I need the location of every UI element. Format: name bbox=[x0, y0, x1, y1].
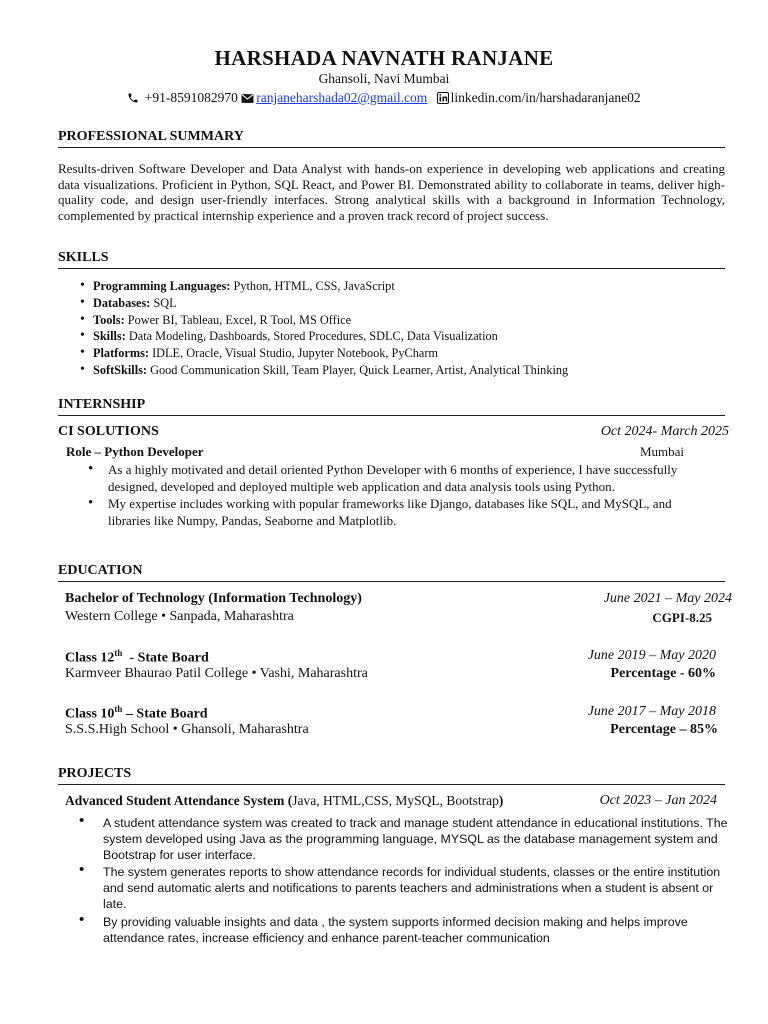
project-title: Advanced Student Attendance System bbox=[65, 793, 285, 808]
list-item bbox=[80, 295, 720, 312]
skill-value: IDLE, Oracle, Visual Studio, Jupyter Notebook, PyCharm bbox=[149, 346, 438, 361]
education-score: CGPI-8.25 bbox=[652, 610, 712, 625]
skill-value: Python, HTML, CSS, JavaScript bbox=[230, 279, 395, 293]
envelope-icon bbox=[241, 92, 254, 108]
email-link[interactable]: ranjaneharshada02@gmail.com bbox=[256, 90, 428, 105]
project-bullets bbox=[79, 812, 733, 946]
list-item: • A student attendance system was created to track and manage student attendance in educational institutions. The system developed using Java as the programming language, MYSQL as the database management system and Bootstrap for user interface. bbox=[79, 812, 728, 862]
education-dates: June 2021 – May 2024 bbox=[603, 591, 732, 606]
bullet-text: My expertise includes working with popular frameworks like Django, databases like SQL, and MySQL, and libraries like Numpy, Pandas, Seaborne and Matplotlib. bbox=[108, 496, 672, 528]
list-item bbox=[80, 345, 720, 362]
phone-number: +91-8591082970 bbox=[144, 90, 238, 105]
list-item: • My expertise includes working with popular frameworks like Django, databases like SQL, and MySQL, and libraries like Numpy, Pandas, Seaborne and Matplotlib. bbox=[88, 495, 672, 528]
section-heading-education: EDUCATION bbox=[58, 563, 725, 582]
bullet-text: By providing valuable insights and data , the system supports informed decision making and helps improve attendance rates, increase efficiency and enhance parent-teacher communication bbox=[103, 915, 688, 945]
education-dates: June 2017 – May 2018 bbox=[587, 704, 716, 719]
section-heading-skills: SKILLS bbox=[58, 250, 725, 269]
skill-label: SoftSkills: bbox=[93, 362, 147, 377]
internship-city: Mumbai bbox=[639, 444, 684, 459]
phone-icon bbox=[127, 92, 139, 108]
skill-value: Good Communication Skill, Team Player, Quick Learner, Artist, Analytical Thinking bbox=[147, 362, 569, 377]
contact-line bbox=[0, 90, 768, 108]
skill-label: Tools: bbox=[93, 312, 125, 327]
skills-list bbox=[80, 278, 720, 379]
internship-company: CI SOLUTIONS bbox=[58, 424, 159, 439]
section-heading-projects: PROJECTS bbox=[58, 766, 725, 785]
list-item bbox=[80, 312, 720, 329]
list-item: • By providing valuable insights and data , the system supports informed decision making and helps improve attendance rates, increase efficiency and enhance parent-teacher communication bbox=[79, 911, 688, 945]
education-degree: Bachelor of Technology (Information Technology) bbox=[65, 591, 362, 606]
candidate-location: Ghansoli, Navi Mumbai bbox=[318, 71, 450, 86]
skill-label: Databases: bbox=[93, 295, 151, 310]
education-school: S.S.S.High School • Ghansoli, Maharashtra bbox=[65, 722, 309, 737]
linkedin-url[interactable]: linkedin.com/in/harshadaranjane02 bbox=[450, 90, 641, 105]
education-score: Percentage – 85% bbox=[610, 722, 718, 737]
education-school: Western College • Sanpada, Maharashtra bbox=[65, 609, 294, 624]
project-title-line: Advanced Student Attendance System (Java, HTML,CSS, MySQL, Bootstrap) bbox=[65, 793, 504, 808]
project-tech: Java, HTML,CSS, MySQL, Bootstrap bbox=[292, 793, 499, 808]
list-item bbox=[80, 278, 720, 295]
skill-label: Programming Languages: bbox=[93, 279, 231, 293]
list-item bbox=[80, 362, 720, 379]
bullet-text: The system generates reports to show attendance records for individual students, classes or the entire institution and send automatic alerts and notifications to parents teachers and administrations when a student is absent or late. bbox=[103, 865, 721, 911]
skill-label: Platforms: bbox=[93, 346, 149, 361]
bullet-text: A student attendance system was created to track and manage student attendance in educational institutions. The system developed using Java as the programming language, MYSQL as the database management system and Bootstrap for user interface. bbox=[103, 816, 728, 862]
project-dates: Oct 2023 – Jan 2024 bbox=[599, 793, 717, 808]
internship-bullets bbox=[88, 461, 713, 529]
candidate-name: HARSHADA NAVNATH RANJANE bbox=[214, 46, 554, 70]
skill-label: Skills: bbox=[93, 329, 126, 344]
list-item bbox=[80, 328, 720, 345]
education-degree: Class 10th – State Board bbox=[65, 704, 208, 722]
education-degree: Class 12th - State Board bbox=[65, 648, 209, 666]
section-heading-summary: PROFESSIONAL SUMMARY bbox=[58, 129, 725, 148]
skill-value: Power BI, Tableau, Excel, R Tool, MS Office bbox=[124, 312, 352, 327]
summary-text: Results-driven Software Developer and Data Analyst with hands-on experience in developing web applications and creating data visualizations. Proficient in Python, SQL React, and Power BI. Demonstrated ability to collaborate in teams, deliver high- quality code, and design user-friendly interfaces. Strong analytical skills with a background in Information Technology, complemented by practical internship experience and a proven track record of project success. bbox=[58, 161, 725, 223]
education-score: Percentage - 60% bbox=[610, 666, 716, 681]
list-item: • The system generates reports to show attendance records for individual students, classes or the entire institution and send automatic alerts and notifications to parents teachers and administrations when a student is absent or late. bbox=[79, 861, 721, 911]
section-heading-internship: INTERNSHIP bbox=[58, 397, 725, 416]
linkedin-icon bbox=[437, 92, 449, 108]
education-dates: June 2019 – May 2020 bbox=[587, 648, 716, 663]
internship-role: Role – Python Developer bbox=[66, 444, 204, 459]
internship-dates: Oct 2024- March 2025 bbox=[600, 424, 729, 439]
skill-value: SQL bbox=[150, 295, 177, 310]
education-school: Karmveer Bhaurao Patil College • Vashi, Maharashtra bbox=[65, 666, 368, 681]
skill-value: Data Modeling, Dashboards, Stored Procedures, SDLC, Data Visualization bbox=[125, 329, 498, 344]
list-item: • As a highly motivated and detail oriented Python Developer with 6 months of experience, I have successfully designed, developed and deployed multiple web application and data analysis tools using Python. bbox=[88, 461, 678, 494]
bullet-text: As a highly motivated and detail oriented Python Developer with 6 months of experience, I have successfully designed, developed and deployed multiple web application and data analysis tools using Python. bbox=[108, 462, 678, 494]
